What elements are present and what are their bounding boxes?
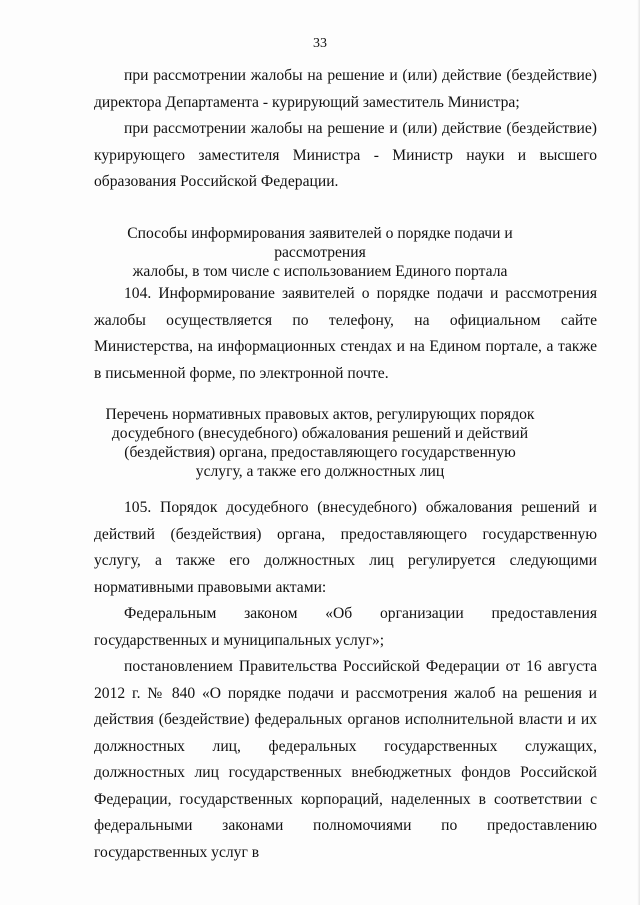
heading-line: услугу, а также его должностных лиц: [195, 463, 445, 480]
paragraph-104: 104. Информирование заявителей о порядке подачи и рассмотрения жалобы осуществляется по телефону, на официальном сайте Министерства, на информационных стендах и на Едином портале, а также в письменной форме, по электронной почте.: [94, 285, 597, 382]
section-heading-informing: [100, 224, 540, 281]
paragraph-105: 105. Порядок досудебного (внесудебного) обжалования решений и действий (бездействия) органа, предоставляющего государственную услугу, а также его должностных лиц регулируется следующими нормативными правовыми актами:: [94, 499, 597, 596]
paragraph-block-3: [94, 495, 597, 866]
paragraph-government-resolution: постановлением Правительства Российской Федерации от 16 августа 2012 г. № 840 «О порядке подачи и рассмотрения жалоб на решения и действия (бездействие) федеральных органов исполнительной власти и их должностных лиц, федеральных государственных служащих, должностных лиц государственных внебюджетных фондов Российской Федерации, государственных корпораций, наделенных в соответствии с федеральными законами полномочиями по предоставлению государственных услуг в: [94, 658, 597, 861]
paragraph-federal-law: Федеральным законом «Об организации предоставления государственных и муниципальных услуг»;: [94, 605, 597, 649]
heading-line: Перечень нормативных правовых актов, регулирующих порядок: [105, 406, 535, 423]
page-number: 33: [313, 36, 327, 51]
paragraph-block-1: [94, 63, 597, 196]
heading-line: досудебного (внесудебного) обжалования решений и действий: [111, 425, 529, 442]
heading-line: жалобы, в том числе с использованием Единого портала: [132, 263, 508, 280]
heading-line: Способы информирования заявителей о порядке подачи и рассмотрения: [127, 225, 513, 261]
section-heading-legal-acts: [100, 405, 540, 481]
paragraph-deputy-minister-complaint: при рассмотрении жалобы на решение и (или) действие (бездействие) курирующего заместителя Министра - Министр науки и высшего образования Российской Федерации.: [94, 120, 597, 190]
paragraph-block-2: [94, 281, 597, 387]
heading-line: (бездействия) органа, предоставляющего государственную: [124, 444, 516, 461]
paragraph-director-complaint: при рассмотрении жалобы на решение и (или) действие (бездействие) директора Департамента - курирующий заместитель Министра;: [94, 67, 597, 111]
